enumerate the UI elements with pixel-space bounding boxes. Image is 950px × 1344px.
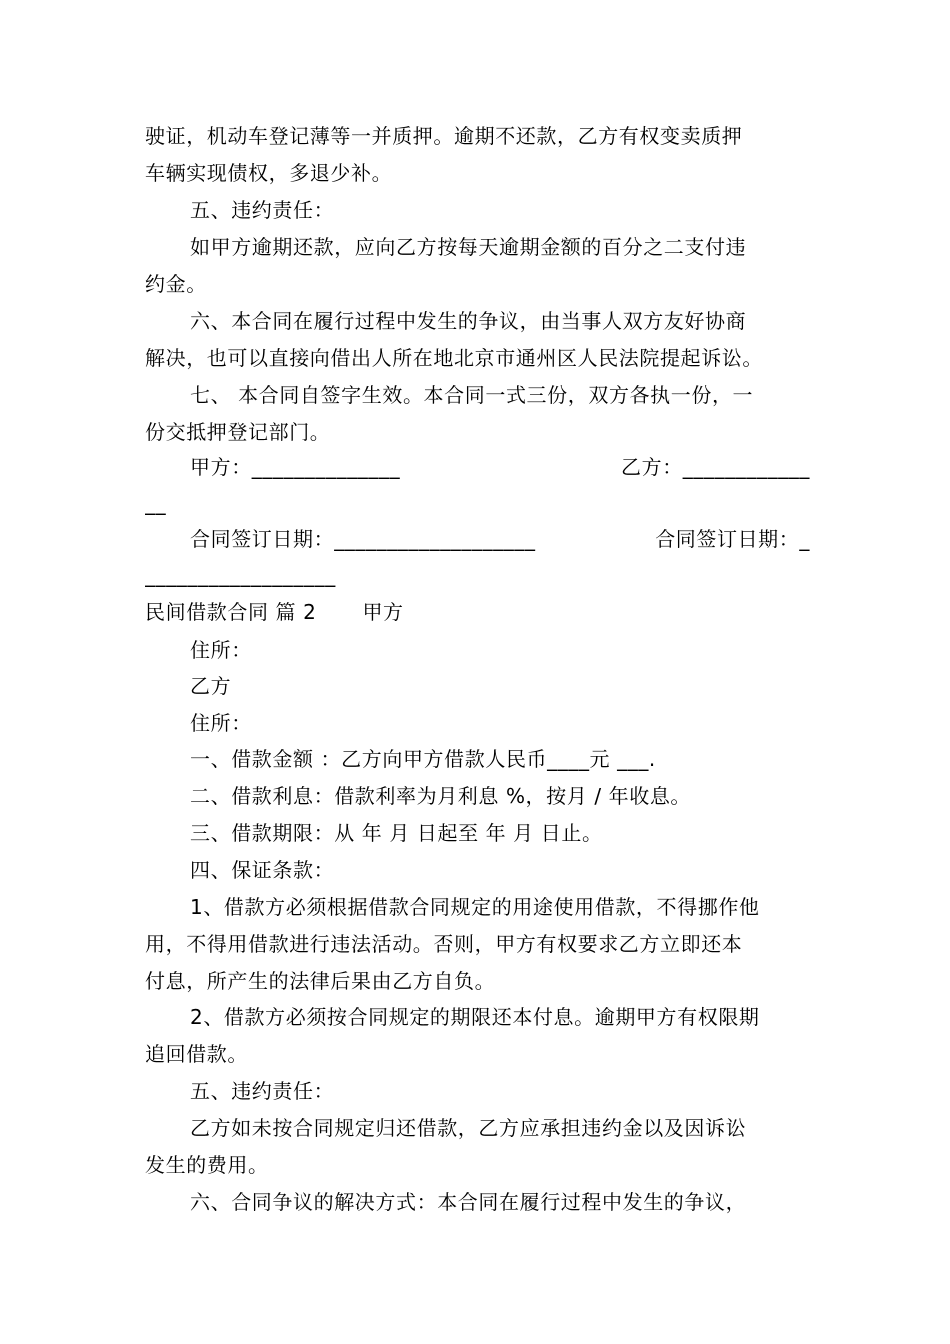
- text-line: 六、合同争议的解决方式：本合同在履行过程中发生的争议，: [190, 1190, 747, 1214]
- text-line: 1、借款方必须根据借款合同规定的用途使用借款，不得挪作他: [190, 895, 760, 919]
- text-line: 二、借款利息：借款利率为月利息 %，按月 / 年收息。: [190, 784, 692, 808]
- text-line: 份交抵押登记部门。: [145, 420, 331, 444]
- text-line: 2、借款方必须按合同规定的期限还本付息。逾期甲方有权限期: [190, 1005, 760, 1029]
- section-party-a: 甲方: [362, 600, 404, 624]
- text-line: 驶证，机动车登记薄等一并质押。逾期不还款，乙方有权变卖质押: [145, 124, 743, 148]
- text-line: 如甲方逾期还款，应向乙方按每天逾期金额的百分之二支付违: [190, 235, 747, 259]
- text-line: 五、违约责任：: [190, 1079, 335, 1103]
- signature-continuation: __: [145, 491, 167, 515]
- text-line: 住所：: [190, 711, 252, 735]
- text-line: 一、借款金额 ：乙方向甲方借款人民币____元 ___.: [190, 747, 656, 771]
- text-line: 三、借款期限：从 年 月 日起至 年 月 日止。: [190, 821, 603, 845]
- text-line: 住所：: [190, 638, 252, 662]
- text-line: 解决，也可以直接向借出人所在地北京市通州区人民法院提起诉讼。: [145, 346, 763, 370]
- text-line: 付息，所产生的法律后果由乙方自负。: [145, 969, 496, 993]
- text-line: 车辆实现债权，多退少补。: [145, 161, 393, 185]
- text-line: 用，不得用借款进行违法活动。否则，甲方有权要求乙方立即还本: [145, 932, 743, 956]
- text-line: 乙方如未按合同规定归还借款，乙方应承担违约金以及因诉讼: [190, 1116, 747, 1140]
- text-line: 七、 本合同自签字生效。本合同一式三份，双方各执一份，一: [190, 383, 754, 407]
- section-title-row: [145, 594, 810, 630]
- section-title: 民间借款合同 篇 2: [145, 600, 317, 624]
- party-a-signature: 甲方：______________: [190, 455, 401, 479]
- text-line: 约金。: [145, 272, 207, 296]
- date-continuation: __________________: [145, 563, 336, 587]
- text-line: 追回借款。: [145, 1042, 248, 1066]
- party-a-date: 合同签订日期：___________________: [190, 527, 536, 551]
- text-line: 五、违约责任：: [190, 198, 335, 222]
- date-row: [190, 521, 810, 557]
- text-line: 六、本合同在履行过程中发生的争议，由当事人双方友好协商: [190, 309, 747, 333]
- party-b-signature: 乙方：____________: [621, 455, 810, 479]
- signature-row: [190, 449, 810, 485]
- text-line: 四、保证条款：: [190, 858, 335, 882]
- party-b-date: 合同签订日期：_: [655, 527, 810, 551]
- text-line: 发生的费用。: [145, 1153, 269, 1177]
- text-line: 乙方: [190, 674, 232, 698]
